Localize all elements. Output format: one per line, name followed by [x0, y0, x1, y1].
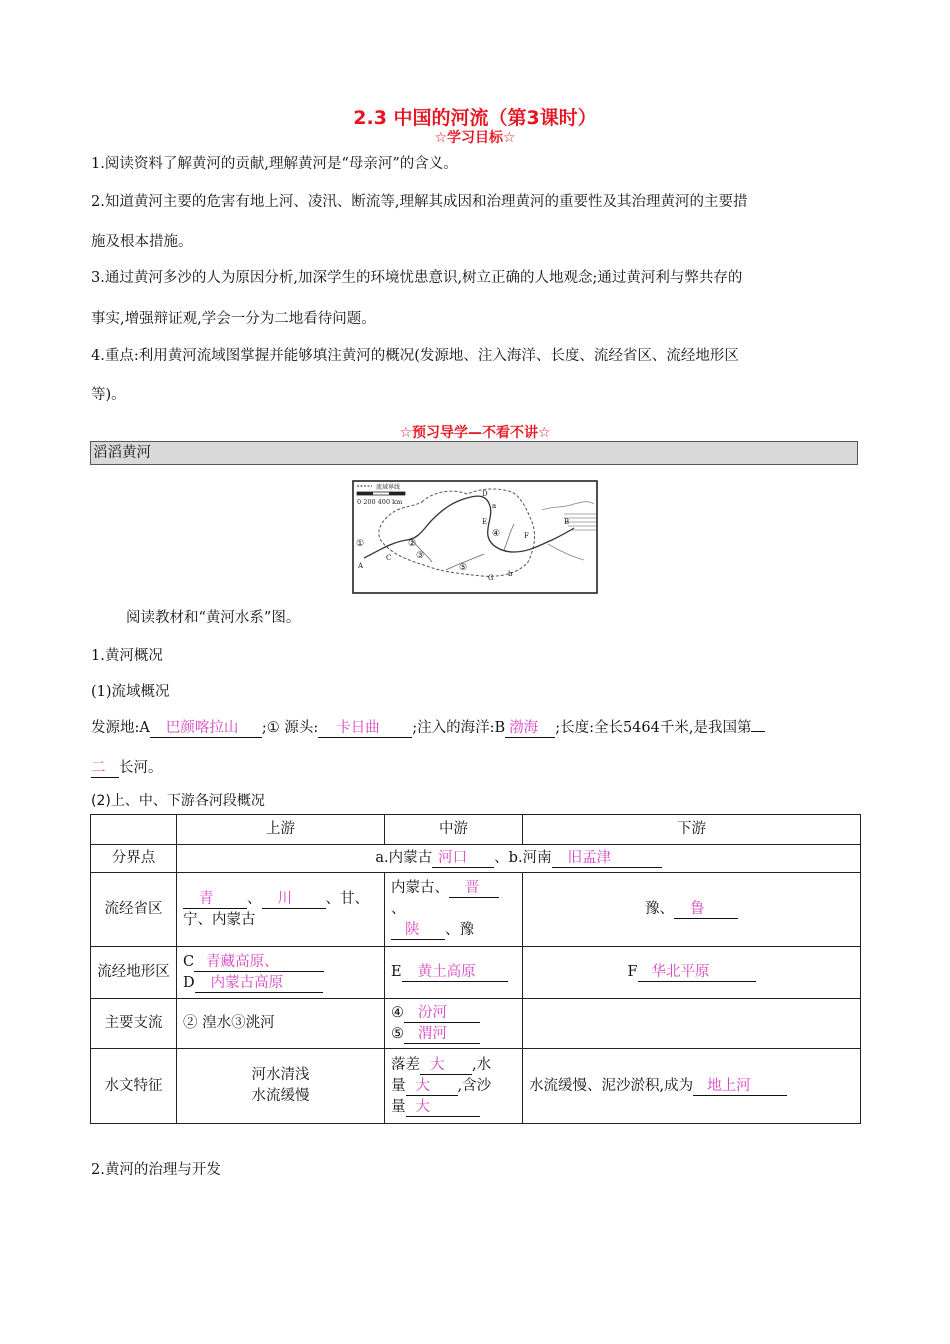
lower-hydrology-cell — [523, 1049, 861, 1124]
map-label-e: E — [482, 518, 488, 526]
cell-text: D — [183, 974, 195, 991]
answer-lu: 鲁 — [674, 900, 738, 919]
answer-rank: 二 — [91, 759, 119, 778]
goal-line: 施及根本措施。 — [91, 234, 193, 250]
cell-text: 宁、内蒙古 — [183, 911, 256, 928]
cell-text: 、甘、 — [325, 890, 369, 907]
answer-hekou: 河口 — [432, 849, 494, 868]
cell-text: 内蒙古、 — [391, 880, 449, 896]
map-label-c: C — [386, 554, 392, 562]
cell-text: 量 — [391, 1077, 406, 1094]
fill-line-2 — [91, 756, 861, 778]
cell-text: 、b.河南 — [494, 850, 552, 866]
page-title: 2.3 中国的河流（第3课时） — [353, 107, 597, 129]
section-banner: 滔滔黄河 — [90, 441, 858, 465]
row-label: 分界点 — [91, 845, 177, 873]
yellow-river-map — [352, 480, 598, 594]
cell-text: ,含沙 — [457, 1077, 492, 1094]
upper-hydrology-cell — [177, 1049, 385, 1124]
goal-line: 等)。 — [91, 387, 126, 403]
river-sections-table — [90, 814, 861, 1124]
answer-qing: 青 — [183, 890, 247, 909]
answer-sediment: 大 — [406, 1098, 480, 1117]
answer-volume: 大 — [406, 1077, 458, 1096]
fill-line-1 — [91, 716, 871, 738]
cell-text: ⑤ — [391, 1025, 404, 1042]
cell-text: 、豫 — [445, 922, 474, 938]
goal-line: 1.阅读资料了解黄河的贡献,理解黄河是“母亲河”的含义。 — [91, 156, 458, 172]
upper-tributaries-cell: ② 湟水③洮河 — [177, 999, 385, 1049]
legend-title: 流域界线 — [376, 484, 401, 491]
answer-huabei: 华北平原 — [638, 963, 756, 982]
goal-line: 事实,增强辩证观,学会一分为二地看待问题。 — [91, 311, 376, 327]
map-label-b-upper: B — [564, 518, 570, 526]
answer-jin: 晋 — [449, 879, 499, 898]
table-header: 下游 — [523, 815, 861, 845]
cell-text: 水流缓慢 — [251, 1088, 310, 1104]
map-label-3: ③ — [416, 551, 425, 561]
row-label: 流经省区 — [91, 873, 177, 947]
goal-line: 2.知道黄河主要的危害有地上河、凌汛、断流等,理解其成因和治理黄河的重要性及其治理黄河的主要措 — [91, 194, 748, 210]
fill-text: 发源地:A — [91, 720, 150, 736]
answer-jiumengjin: 旧孟津 — [552, 849, 662, 868]
lower-tributaries-cell — [523, 999, 861, 1049]
map-label-2: ② — [408, 539, 417, 549]
cell-text: C — [183, 953, 195, 970]
cell-text: 水流缓慢、泥沙淤积,成为 — [529, 1077, 694, 1094]
goal-line: 4.重点:利用黄河流域图掌握并能够填注黄河的概况(发源地、注入海洋、长度、流经省区、流经地形区 — [91, 348, 739, 364]
middle-tributaries-cell — [385, 999, 523, 1049]
answer-qingzang: 青藏高原、 — [194, 953, 324, 972]
goal-line: 3.通过黄河多沙的人为原因分析,加深学生的环境忧患意识,树立正确的人地观念;通过黄河利与弊共存的 — [91, 270, 743, 286]
cell-text: 豫、 — [645, 901, 674, 917]
answer-wei: 渭河 — [404, 1025, 480, 1044]
cell-text: ,水 — [472, 1056, 492, 1073]
map-label-b-lower: b — [508, 570, 513, 578]
table-header: 上游 — [177, 815, 385, 845]
map-label-a-lower: a — [492, 502, 497, 510]
middle-hydrology-cell — [385, 1049, 523, 1124]
fill-text: ;长度:全长5464千米,是我国第 — [555, 720, 752, 736]
answer-fen: 汾河 — [404, 1004, 480, 1023]
table-header — [91, 815, 177, 845]
fill-text: 长河。 — [119, 760, 163, 776]
cell-text: a.内蒙古 — [375, 850, 433, 866]
upper-landform-cell — [177, 947, 385, 999]
cell-text: 落差 — [391, 1056, 420, 1073]
map-label-f: F — [524, 532, 529, 540]
blank-line — [751, 717, 765, 732]
row-label: 流经地形区 — [91, 947, 177, 999]
cell-text: ④ — [391, 1004, 404, 1021]
cell-text: 河水清浅 — [251, 1067, 310, 1083]
cell-text: F — [627, 964, 638, 980]
section-2-heading: 2.黄河的治理与开发 — [91, 1162, 221, 1178]
map-label-5: ⑤ — [459, 563, 468, 573]
map-label-4: ④ — [492, 529, 501, 539]
cell-text: 、 — [247, 890, 262, 907]
map-label-1: ① — [356, 539, 365, 549]
cell-text: 量 — [391, 1098, 406, 1115]
lower-landform-cell — [523, 947, 861, 999]
map-label-g: G — [488, 574, 494, 582]
section-1-heading: 1.黄河概况 — [91, 648, 163, 664]
table-header: 中游 — [385, 815, 523, 845]
row-label: 水文特征 — [91, 1049, 177, 1124]
upper-provinces-cell — [177, 873, 385, 947]
boundary-cell — [177, 845, 861, 873]
map-label-d: D — [482, 490, 488, 498]
fill-text: ;① 源头: — [261, 720, 319, 736]
middle-provinces-cell — [385, 873, 523, 947]
cell-text: E — [391, 964, 402, 980]
cell-text: 、 — [391, 901, 406, 917]
answer-chuan: 川 — [262, 890, 326, 909]
middle-landform-cell — [385, 947, 523, 999]
scale-label: 0 200 400 km — [357, 498, 403, 506]
answer-headwater: 卡日曲 — [318, 719, 412, 738]
answer-drop: 大 — [420, 1056, 472, 1075]
answer-huangtu: 黄土高原 — [402, 963, 508, 982]
read-instruction: 阅读教材和“黄河水系”图。 — [126, 610, 301, 626]
preview-heading: ☆预习导学—不看不讲☆ — [399, 425, 551, 441]
lower-provinces-cell — [523, 873, 861, 947]
row-label: 主要支流 — [91, 999, 177, 1049]
answer-neimenggu: 内蒙古高原 — [195, 974, 323, 993]
answer-elevated-river: 地上河 — [693, 1077, 787, 1096]
map-label-a-upper: A — [358, 562, 364, 570]
answer-sea: 渤海 — [505, 719, 555, 738]
goals-heading: ☆学习目标☆ — [434, 130, 516, 146]
fill-text: ;注入的海洋:B — [412, 720, 506, 736]
answer-shaan: 陕 — [391, 921, 445, 940]
answer-source: 巴颜喀拉山 — [150, 719, 262, 738]
subsection-1-heading: (1)流域概况 — [91, 684, 170, 700]
subsection-2-heading: (2)上、中、下游各河段概况 — [91, 793, 265, 809]
